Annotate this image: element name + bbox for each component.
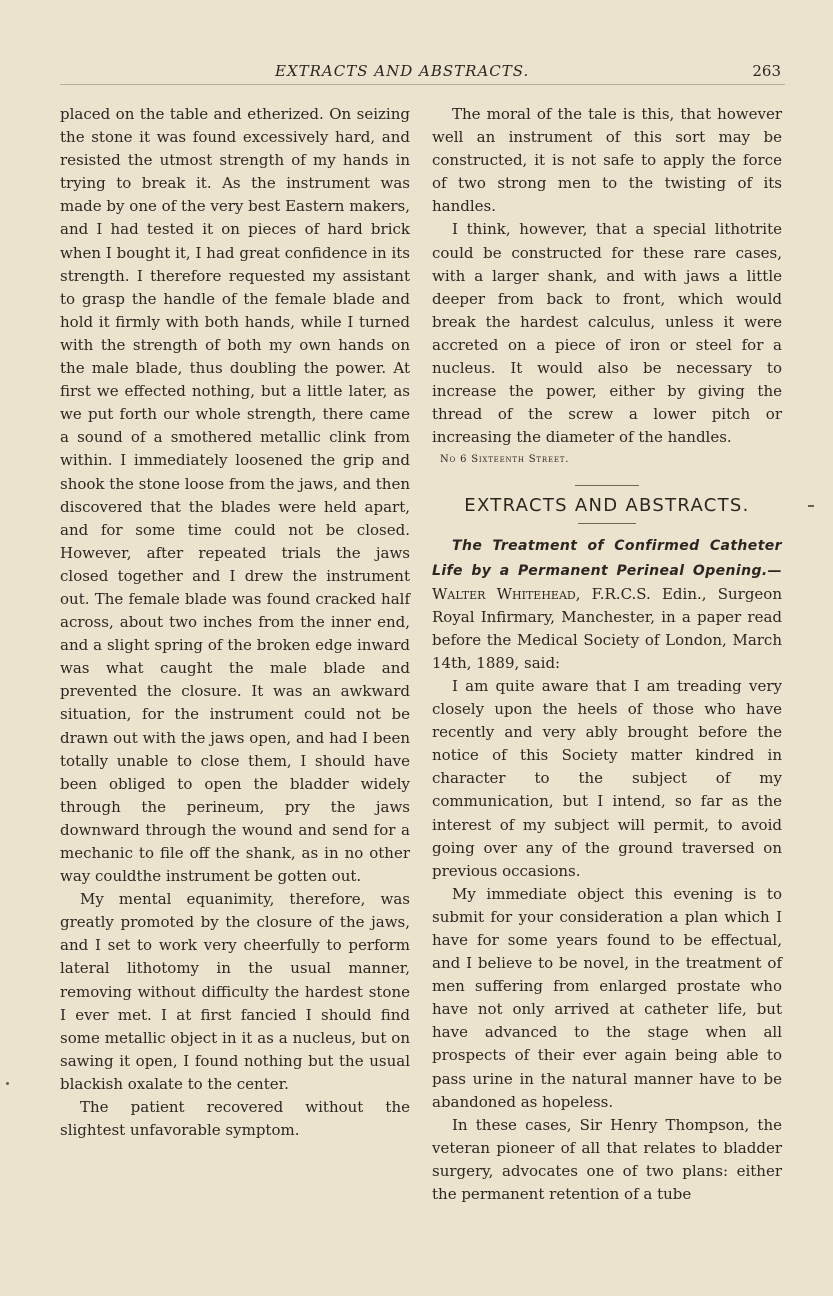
running-header [60, 62, 785, 85]
divider [578, 523, 636, 524]
paragraph: My immediate object this evening is to submit for your consideration a plan which I have for some years found to be effectual, and I believe to be novel, in the treatment of men suffering from enlarged prostate who have not only arrived at catheter life, but have advanced to the stage when all prospects of their ever again being able to pass urine in the natural manner have to be abandoned as hopeless. [432, 884, 782, 1111]
page-number: 263 [752, 62, 781, 80]
margin-dot [6, 1082, 9, 1085]
section-title: EXTRACTS AND ABSTRACTS. [464, 495, 750, 517]
paragraph: I am quite aware that I am treading very closely upon the heels of those who have recently and very ably brought before the notice of this Society matter kindred in character to the subject of my communication, but I intend, so far as the interest of my subject will permit, to avoid going over any of the ground traversed on previous occasions. [432, 676, 782, 880]
right-column [432, 103, 782, 1206]
paragraph: My mental equanimity, therefore, was greatly promoted by the closure of the jaws, and I set to work very cheerfully to perform lateral lithotomy in the usual manner, removing without difficulty the hardest stone I ever met. I at first fancied I should find some metallic object in it as a nucleus, but on sawing it open, I found nothing but the usual blackish oxalate to the center. [60, 890, 410, 1093]
article-title: The Treatment of Confirmed Catheter Life by a Permanent Perineal Opening.— [432, 538, 782, 579]
article-heading [432, 534, 782, 675]
paragraph: In these cases, Sir Henry Thompson, the veteran pioneer of all that relates to bladder surgery, advocates one of two plans: either the permanent retention of a tube [432, 1115, 782, 1204]
paragraph: The patient recovered without the slightest unfavorable symptom. [60, 1098, 410, 1140]
running-title: EXTRACTS AND ABSTRACTS. [275, 62, 530, 80]
paragraph: I think, however, that a special lithotrite could be constructed for these rare cases, with a larger shank, and with jaws a little deeper from back to front, which would break the hardest calculus, unless it were accreted on a piece of iron or steel for a nucleus. It would also be necessary to increase the power, either by giving the thread of the screw a lower pitch or increasing the diameter of the handles. [432, 220, 782, 447]
author-name: Walter Whitehead, [432, 584, 581, 603]
margin-mark [808, 505, 814, 507]
author-address: No 6 Sixteenth Street. [440, 454, 570, 466]
left-column [60, 103, 410, 1142]
byline: F.R.C.S. Edin., Surgeon Royal Infirmary, Manchester, in a paper read before the Medical Society of London, March 14th, 1889, said: [432, 584, 782, 672]
paragraph: The moral of the tale is this, that however well an instrument of this sort may be constructed, it is not safe to apply the force of two strong men to the twisting of its handles. [432, 105, 782, 216]
paragraph: placed on the table and etherized. On seizing the stone it was found excessively hard, and resisted the utmost strength of my hands in trying to break it. As the instrument was made by one of the very best Eastern makers, and I had tested it on pieces of hard brick when I bought it, I had great confidence in its strength. I therefore requested my assistant to grasp the handle of the female blade and hold it firmly with both hands, while I turned with the strength of both my own hands on the male blade, thus doubling the power. At first we effected nothing, but a little later, as we put forth our whole strength, there came a sound of a smothered metallic clink from within. I immediately loosened the grip and shook the stone loose from the jaws, and then discovered that the blades were held apart, and for some time could not be closed. However, after repeated trials the jaws closed together and I drew the instrument out. The female blade was found cracked half across, about two inches from the inner end, and a slight spring of the broken edge inward was what caught the male blade and prevented the closure. It was an awkward situation, for the instrument could not be drawn out with the jaws open, and had I been totally unable to close them, I should have been obliged to open the bladder widely through the perineum, pry the jaws downward through the wound and send for a mechanic to file off the shank, as in no other way couldthe instrument be gotten out. [60, 105, 410, 886]
divider [575, 485, 639, 486]
